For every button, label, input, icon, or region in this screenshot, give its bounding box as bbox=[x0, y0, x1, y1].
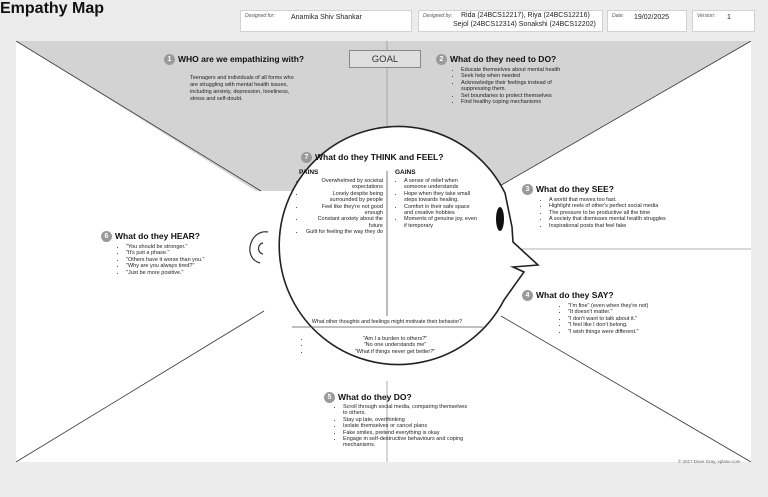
designed-for-field[interactable] bbox=[240, 10, 412, 32]
list-item: • "It's just a phase." bbox=[126, 250, 236, 256]
pains-label: PAINS bbox=[299, 169, 319, 176]
see-title: What do they SEE? bbox=[536, 184, 614, 194]
list-item: • Inspirational posts that feel fake bbox=[549, 223, 689, 229]
list-item: • "Am I a burden to others?" bbox=[310, 336, 480, 342]
list-item: • Guilt for feeling the way they do bbox=[305, 229, 383, 235]
think-feel-title: What do they THINK and FEEL? bbox=[315, 152, 444, 162]
gains-label: GAINS bbox=[395, 169, 416, 176]
gains-list bbox=[395, 178, 480, 229]
think-feel-heading bbox=[301, 152, 443, 163]
see-number-badge: 3 bbox=[522, 184, 533, 195]
think-feel-number-badge: 7 bbox=[301, 152, 312, 163]
list-item: • Engage in self-destructive behaviours and coping mechanisms. bbox=[343, 436, 473, 449]
see-list bbox=[540, 197, 689, 229]
list-item: • "I don't want to talk about it." bbox=[568, 316, 668, 322]
list-item: • "I'm fine" (even when they're not) bbox=[568, 303, 668, 309]
list-item: • "What if things never get better?" bbox=[310, 349, 480, 355]
version-field[interactable] bbox=[692, 10, 755, 32]
list-item: • Moments of genuine joy, even if temporary bbox=[404, 216, 480, 229]
eye bbox=[496, 207, 504, 231]
list-item: • Overwhelmed by societal expectations bbox=[305, 178, 383, 191]
list-item: • Highlight reels of other's perfect social media bbox=[549, 203, 689, 209]
motivation-question: What other thoughts and feelings might motivate their behavior? bbox=[311, 319, 463, 325]
list-item: • Scroll through social media, comparing themselves to others. bbox=[343, 404, 473, 417]
say-heading bbox=[522, 290, 614, 301]
version-label: Version: bbox=[697, 13, 716, 19]
need-to-do-list bbox=[452, 67, 579, 105]
list-item: • "Why are you always tired?" bbox=[126, 263, 236, 269]
date-label: Date: bbox=[612, 13, 624, 19]
hear-number-badge: 6 bbox=[101, 231, 112, 242]
version-value: 1 bbox=[727, 14, 731, 21]
say-title: What do they SAY? bbox=[536, 290, 614, 300]
list-item: • Lonely despite being surrounded by people bbox=[305, 191, 383, 204]
designed-by-line1: Rida (24BCS12217), Riya (24BCS12216) bbox=[461, 12, 590, 19]
who-number-badge: 1 bbox=[164, 54, 175, 65]
date-value: 19/02/2025 bbox=[634, 14, 670, 21]
hear-heading bbox=[101, 231, 200, 242]
do-title: What do they DO? bbox=[338, 392, 412, 402]
designed-by-field[interactable] bbox=[418, 10, 603, 32]
list-item: • Comfort in their safe space and creative hobbies bbox=[404, 204, 480, 217]
who-title: WHO are we empathizing with? bbox=[178, 54, 305, 64]
say-list bbox=[559, 303, 668, 335]
list-item: • A society that dismisses mental health struggles bbox=[549, 216, 689, 222]
list-item: • The pressure to be productive all the time bbox=[549, 210, 689, 216]
see-heading bbox=[522, 184, 614, 195]
list-item: • "I feel like I don't belong. bbox=[568, 322, 668, 328]
say-number-badge: 4 bbox=[522, 290, 533, 301]
designed-by-label: Designed by: bbox=[423, 13, 453, 19]
page-title: Empathy Map bbox=[0, 0, 105, 17]
who-description: Teenagers and individuals of all forms who are struggling with mental health issues, including anxiety, depression, loneliness, stress and self-doubt. bbox=[190, 75, 294, 102]
list-item: • Acknowledge their feelings instead of suppressing them. bbox=[461, 80, 579, 93]
list-item: • Seek help when needed bbox=[461, 73, 579, 79]
do-list bbox=[334, 404, 473, 449]
hear-title: What do they HEAR? bbox=[115, 231, 200, 241]
hear-list bbox=[117, 244, 236, 276]
need-to-do-heading bbox=[436, 54, 556, 65]
list-item: • Set boundaries to protect themselves bbox=[461, 93, 579, 99]
list-item: • Find healthy coping mechanisms bbox=[461, 99, 579, 105]
list-item: • "No one understands me" bbox=[310, 342, 480, 348]
need-to-do-number-badge: 2 bbox=[436, 54, 447, 65]
goal-label: GOAL bbox=[349, 50, 421, 68]
list-item: • "I wish things were different." bbox=[568, 329, 668, 335]
designed-for-label: Designed for: bbox=[245, 13, 275, 19]
motivation-list bbox=[301, 336, 480, 355]
list-item: • Stay up late, overthinking bbox=[343, 417, 473, 423]
date-field[interactable] bbox=[607, 10, 687, 32]
designed-by-line2: Sejol (24BCS12314) Sonakshi (24BCS12202) bbox=[453, 21, 596, 28]
need-to-do-title: What do they need to DO? bbox=[450, 54, 557, 64]
list-item: • Constant anxiety about the future bbox=[305, 216, 383, 229]
do-heading bbox=[324, 392, 412, 403]
designed-for-value: Anamika Shiv Shankar bbox=[291, 14, 362, 21]
list-item: • Feel like they're not good enough bbox=[305, 204, 383, 217]
list-item: • Hope when they take small steps towards healing. bbox=[404, 191, 480, 204]
empathy-map-canvas bbox=[16, 41, 751, 462]
who-heading bbox=[164, 54, 304, 65]
copyright-notice: © 2017 Dave Gray, xplane.com bbox=[678, 459, 741, 464]
list-item: • A sense of relief when someone understands bbox=[404, 178, 480, 191]
list-item: • "You should be stronger." bbox=[126, 244, 236, 250]
list-item: • "Just be more positive." bbox=[126, 270, 236, 276]
list-item: • Educate themselves about mental health bbox=[461, 67, 579, 73]
pains-list bbox=[296, 178, 383, 236]
list-item: • "It doesn't matter." bbox=[568, 309, 668, 315]
do-number-badge: 5 bbox=[324, 392, 335, 403]
list-item: • Fake smiles, pretend everything is okay bbox=[343, 430, 473, 436]
list-item: • "Others have it worse than you." bbox=[126, 257, 236, 263]
list-item: • Isolate themselves or cancel plans bbox=[343, 423, 473, 429]
list-item: • A world that moves too fast. bbox=[549, 197, 689, 203]
